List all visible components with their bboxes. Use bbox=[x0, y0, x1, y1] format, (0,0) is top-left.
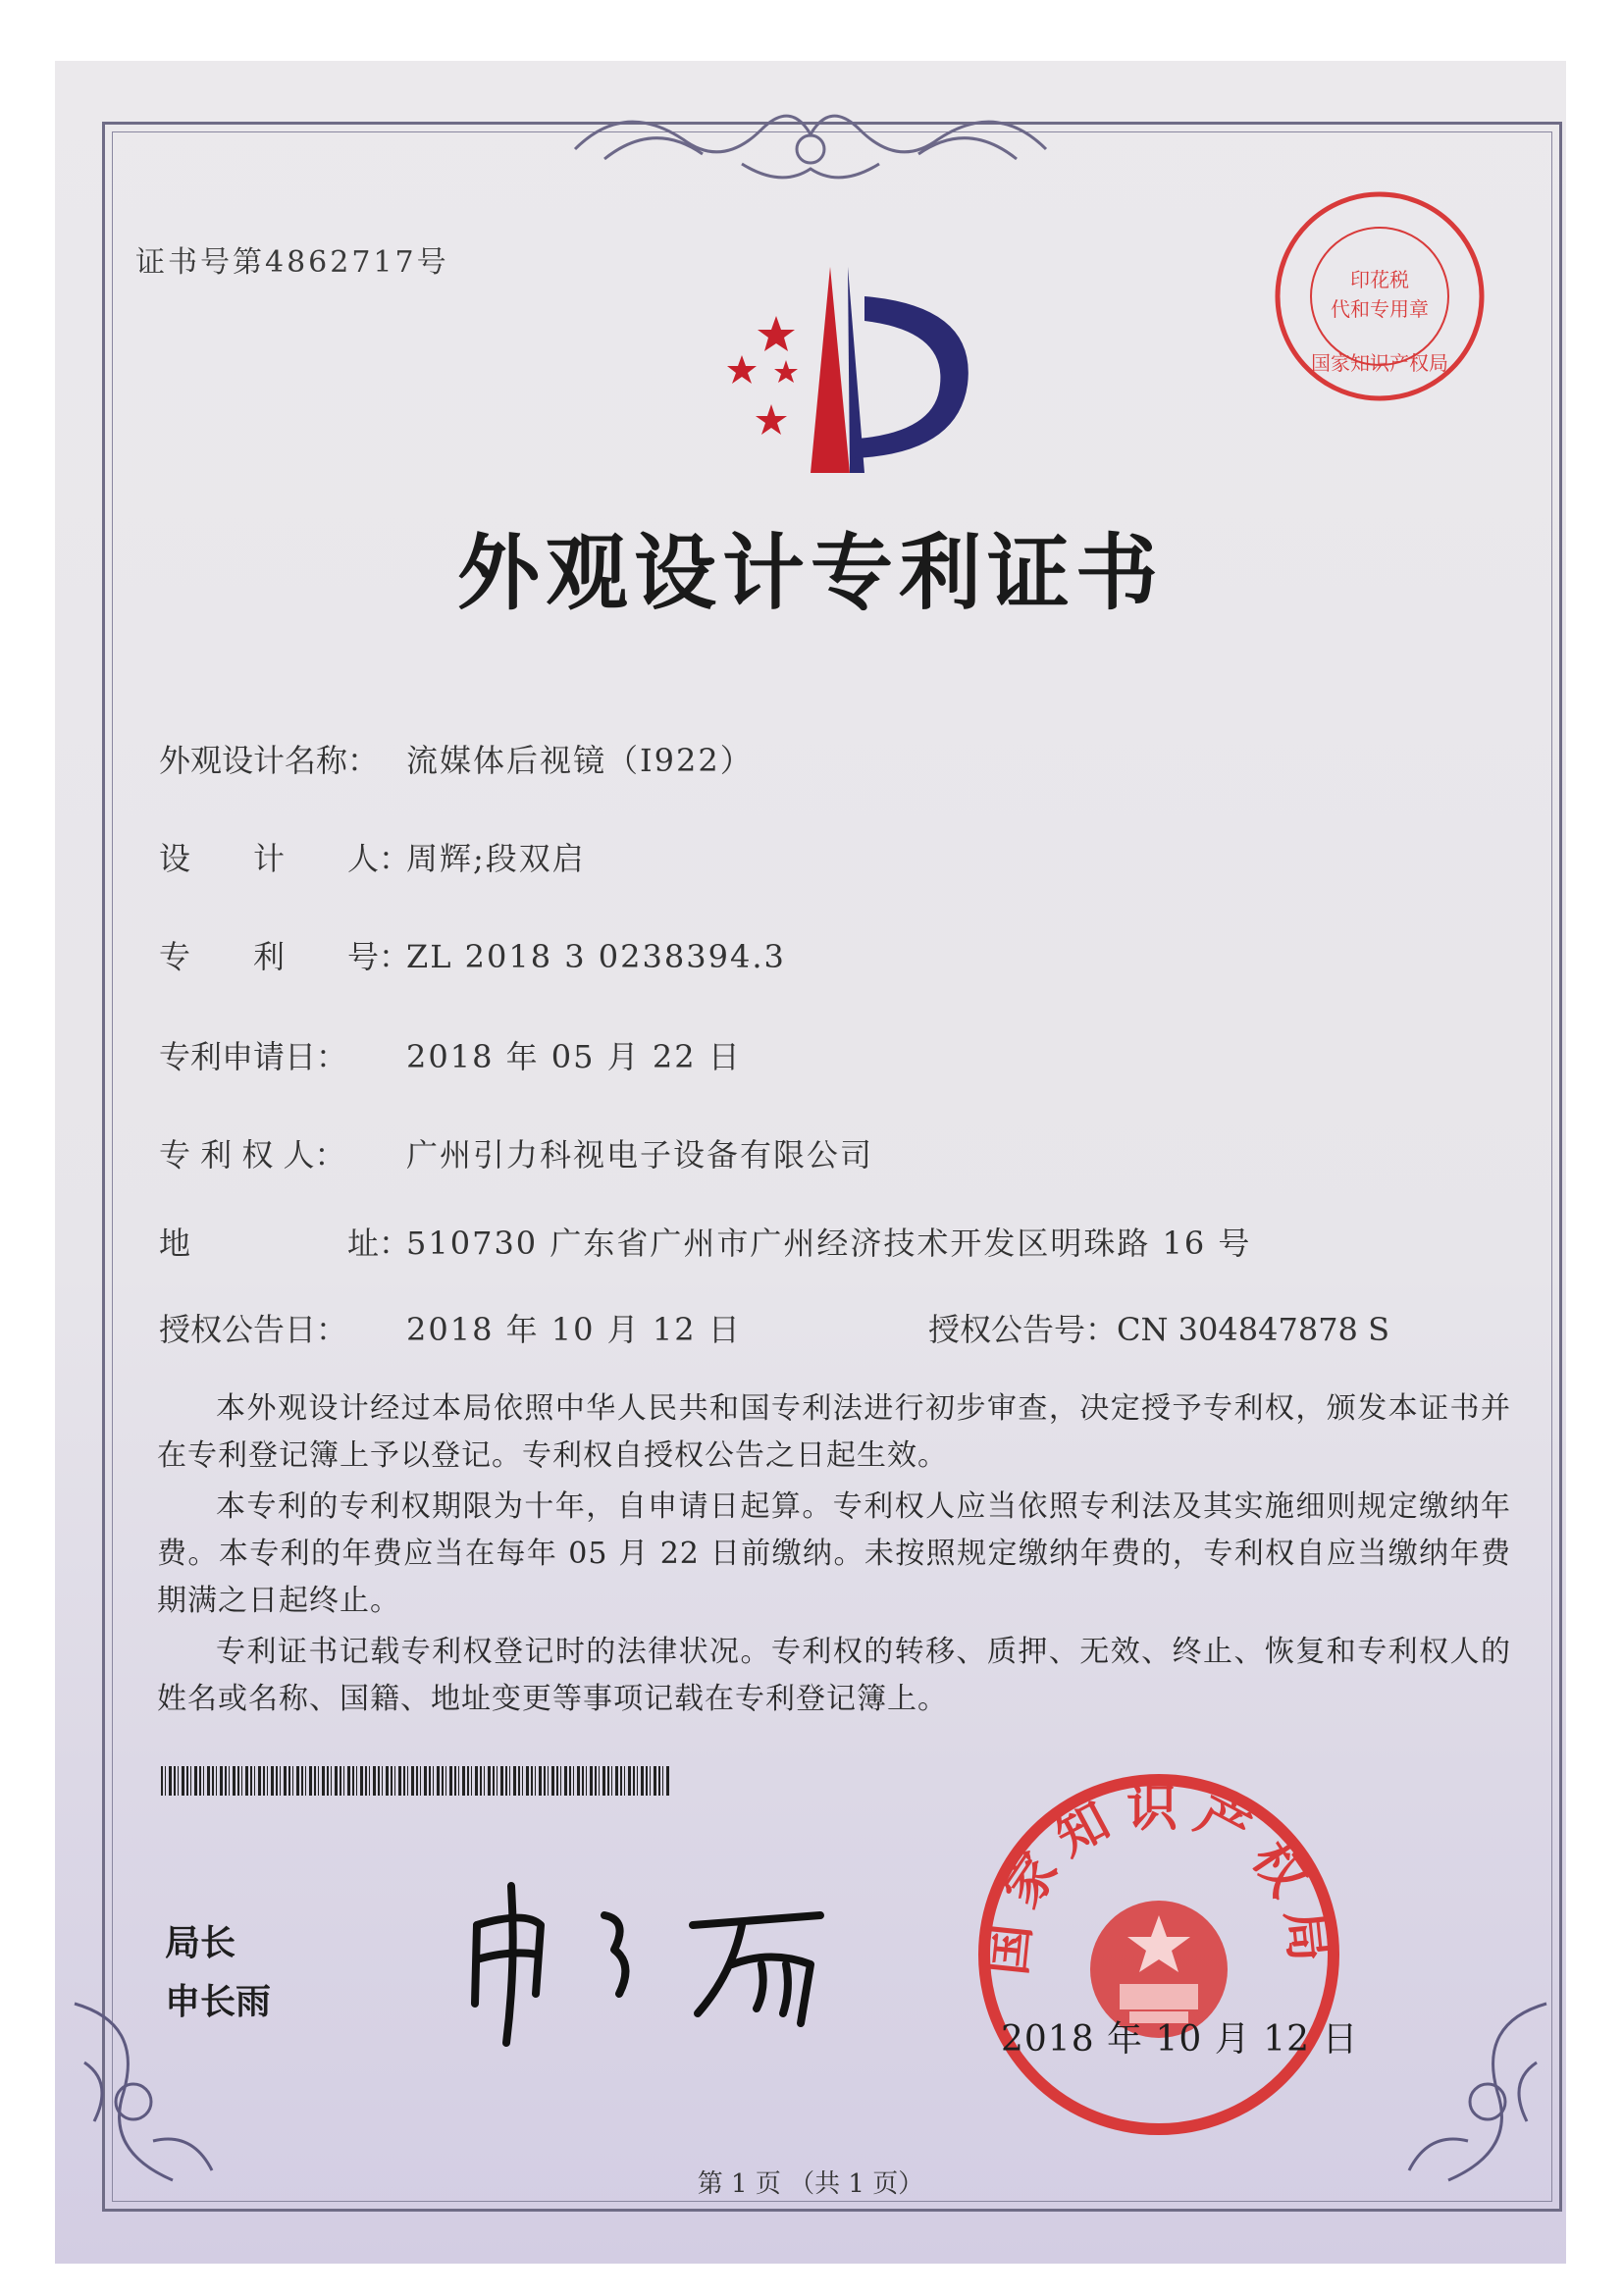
patent-office-logo-icon bbox=[683, 247, 997, 502]
director-title: 局长 bbox=[165, 1923, 236, 1963]
patentee-label: 专 利 权 人： bbox=[159, 1136, 346, 1174]
designer-value: 周辉;段双启 bbox=[406, 840, 586, 877]
svg-text:代和专用章: 代和专用章 bbox=[1331, 297, 1429, 321]
grant-date-value: 2018 年 10 月 12 日 bbox=[406, 1311, 742, 1348]
patent-number-row bbox=[159, 932, 786, 977]
address-row bbox=[159, 1219, 1251, 1264]
grant-date-row bbox=[159, 1305, 742, 1350]
design-name-row bbox=[159, 736, 754, 781]
address-value: 510730 广东省广州市广州经济技术开发区明珠路 16 号 bbox=[406, 1225, 1252, 1262]
design-name-label: 外观设计名称： bbox=[159, 742, 380, 779]
director-signature-icon bbox=[447, 1856, 860, 2053]
patent-number-value: ZL 2018 3 0238394.3 bbox=[406, 938, 786, 975]
address-label: 地 址： bbox=[159, 1225, 411, 1262]
svg-text:国家知识产权局: 国家知识产权局 bbox=[1311, 351, 1448, 375]
seal-date: 2018 年 10 月 12 日 bbox=[1001, 2019, 1359, 2060]
filing-date-value: 2018 年 05 月 22 日 bbox=[406, 1038, 742, 1075]
filing-date-row bbox=[159, 1032, 742, 1077]
paragraph-2: 本专利的专利权期限为十年，自申请日起算。专利权人应当依照专利法及其实施细则规定缴纳年费。本专利的年费应当在每年 05 月 22 日前缴纳。未按照规定缴纳年费的，专利权自应当缴纳年费期满之日起终止。 bbox=[157, 1489, 1511, 1618]
paragraph-1: 本外观设计经过本局依照中华人民共和国专利法进行初步审查，决定授予专利权，颁发本证书并在专利登记簿上予以登记。专利权自授权公告之日起生效。 bbox=[157, 1391, 1511, 1473]
grant-number-label: 授权公告号： bbox=[928, 1311, 1118, 1348]
director-name: 申长雨 bbox=[165, 1982, 272, 2022]
tax-stamp-seal-icon bbox=[1267, 183, 1492, 409]
page-number: 第 1 页 （共 1 页） bbox=[697, 2169, 924, 2199]
designer-label: 设 计 人： bbox=[159, 840, 411, 877]
svg-text:印花税: 印花税 bbox=[1350, 268, 1409, 291]
design-name-value: 流媒体后视镜（I922） bbox=[406, 742, 754, 779]
patent-number-label: 专 利 号： bbox=[159, 938, 411, 975]
grant-date-label: 授权公告日： bbox=[159, 1311, 348, 1348]
top-ornament-icon bbox=[565, 90, 1056, 198]
patentee-value: 广州引力科视电子设备有限公司 bbox=[406, 1136, 874, 1174]
grant-number-value: CN 304847878 S bbox=[1117, 1311, 1389, 1348]
designer-row bbox=[159, 834, 586, 879]
certificate-sheet bbox=[55, 61, 1566, 2264]
official-seal-icon bbox=[972, 1768, 1345, 2141]
filing-date-label: 专利申请日： bbox=[159, 1038, 348, 1075]
patentee-row bbox=[159, 1130, 873, 1175]
barcode bbox=[161, 1766, 671, 1796]
certificate-number: 证书号第4862717号 bbox=[135, 245, 449, 280]
paragraph-3: 专利证书记载专利权登记时的法律状况。专利权的转移、质押、无效、终止、恢复和专利权人的姓名或名称、国籍、地址变更等事项记载在专利登记簿上。 bbox=[157, 1635, 1511, 1716]
svg-text:国家知识产权局: 国家知识产权局 bbox=[977, 1779, 1340, 1978]
page-title: 外观设计专利证书 bbox=[456, 525, 1164, 621]
grant-number-row bbox=[928, 1305, 1389, 1350]
